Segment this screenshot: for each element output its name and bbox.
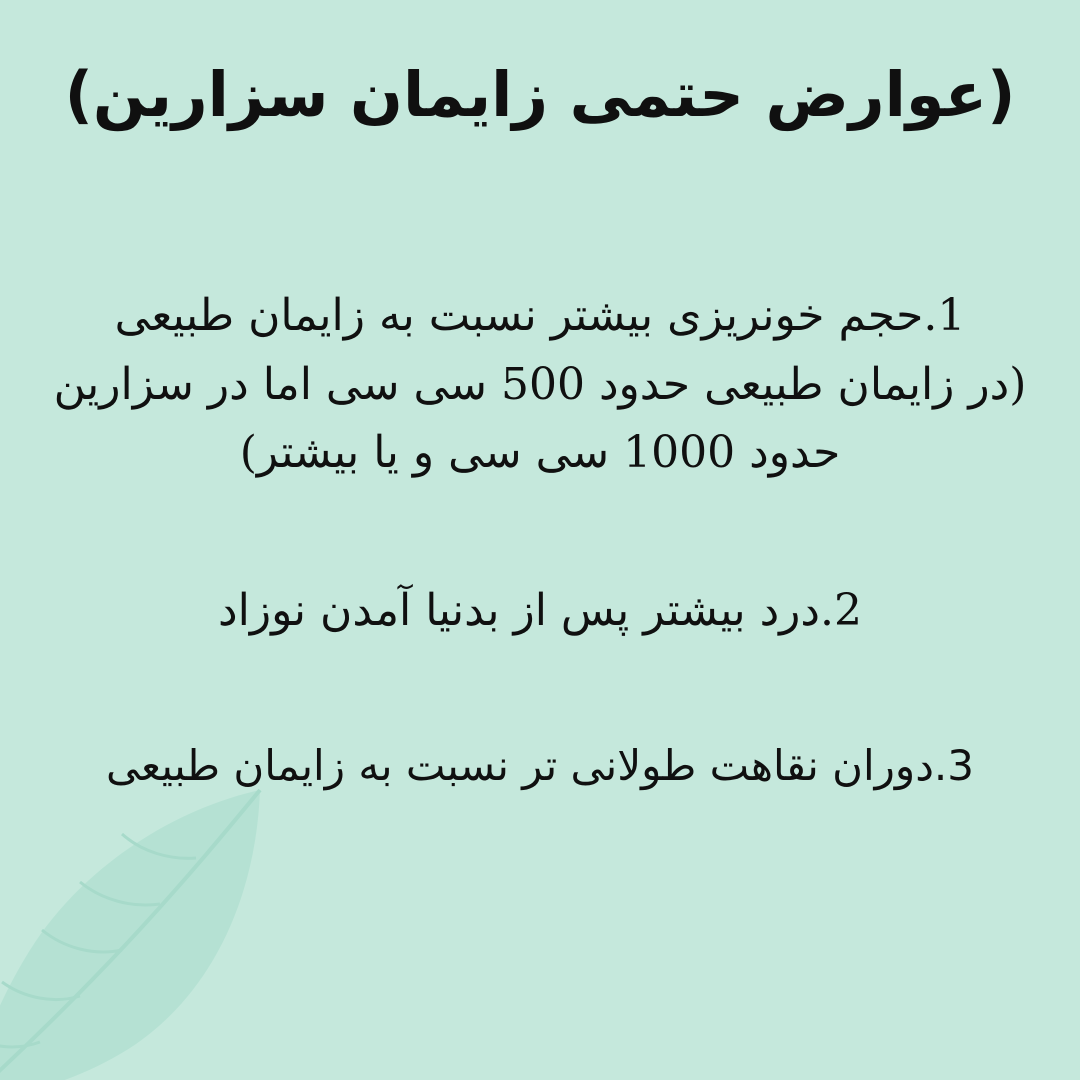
list-item: [42, 577, 1038, 645]
complications-list: [42, 282, 1038, 798]
list-item: [42, 733, 1038, 798]
list-item-text: 2.درد بیشتر پس از بدنیا آمدن نوزاد: [218, 584, 862, 636]
list-item-note-line-2: حدود 1000 سی سی و یا بیشتر): [239, 426, 841, 478]
list-item: [42, 282, 1038, 487]
list-item-note-line-1: (در زایمان طبیعی حدود 500 سی سی اما در سزارین: [53, 358, 1027, 410]
list-item-text: 1.حجم خونریزی بیشتر نسبت به زایمان طبیعی: [114, 290, 966, 342]
page-title: (عوارض حتمی زایمان سزارین): [64, 58, 1016, 131]
list-item-text: 3.دوران نقاهت طولانی تر نسبت به زایمان طبیعی: [106, 741, 974, 791]
